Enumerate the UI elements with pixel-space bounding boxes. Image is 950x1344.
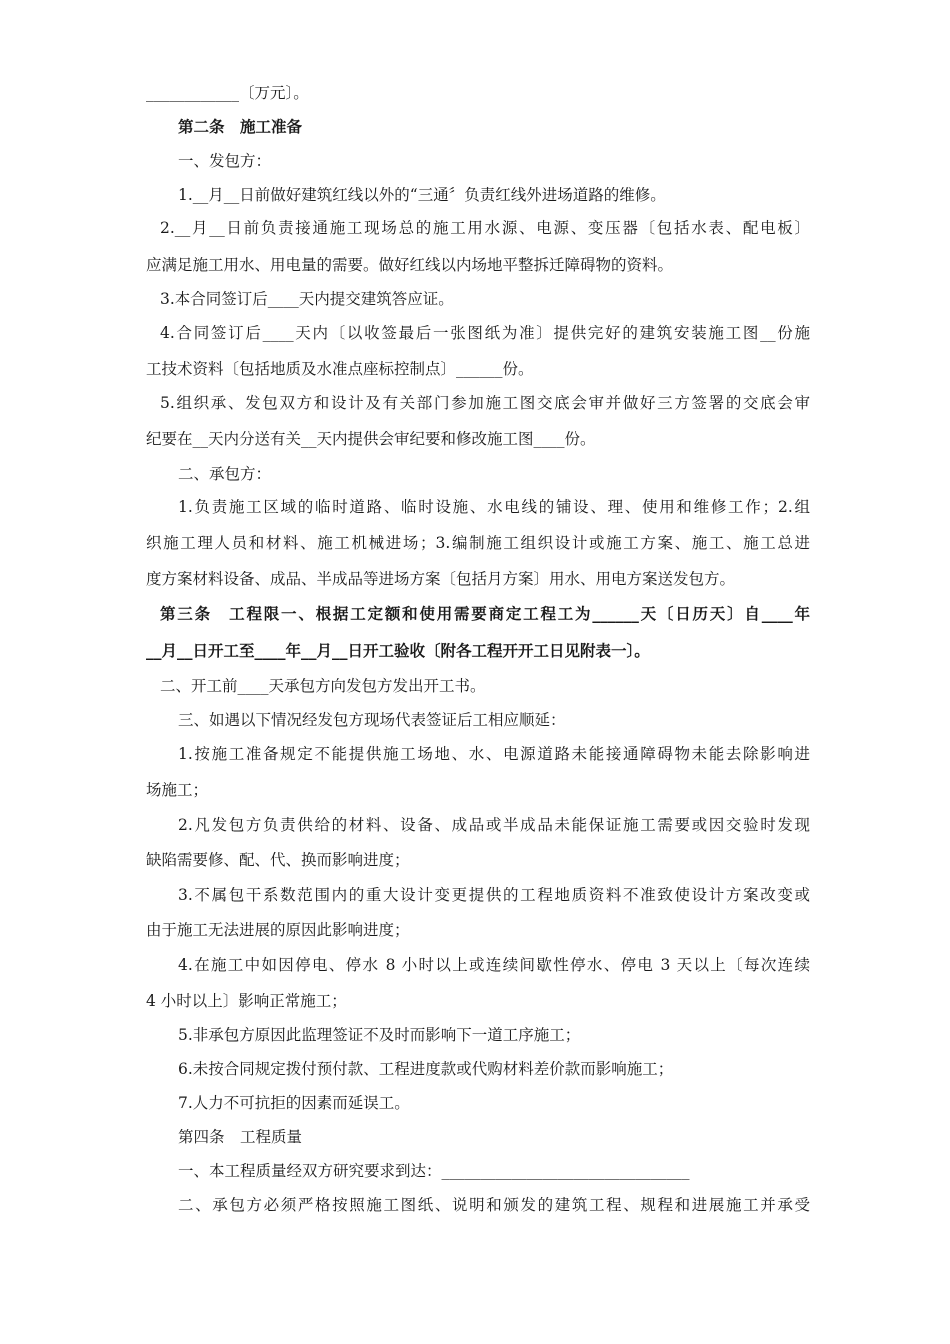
contractor-items-line-3: 度方案材料设备、成品、半成品等进场方案〔包括月方案〕用水、用电方案送发包方。 <box>146 570 736 588</box>
delay-case-1-cont: 场施工； <box>146 781 209 799</box>
article-3-item-3: 三、如遇以下情况经发包方现场代表签证后工相应顺延： <box>178 711 566 729</box>
article-2-heading: 第二条 施工准备 <box>178 117 303 136</box>
delay-case-4: 4.在施工中如因停电、停水 8 小时以上或连续间歇性停水、停电 3 天以上〔每次连续 <box>178 956 810 974</box>
delay-case-2: 2.凡发包方负责供给的材料、设备、成品或半成品未能保证施工需要或因交验时发现 <box>178 816 810 834</box>
employer-item-5-cont: 纪要在__天内分送有关__天内提供会审纪要和修改施工图____份。 <box>146 430 596 448</box>
employer-item-2-cont: 应满足施工用水、用电量的需要。做好红线以内场地平整拆迁障碍物的资料。 <box>146 256 674 274</box>
delay-case-7: 7.人力不可抗拒的因素而延误工。 <box>178 1094 410 1112</box>
article-3-heading-cont: __月__日开工至____年__月__日开工验收〔附各工程开开工日见附表一〕。 <box>146 641 650 660</box>
employer-item-1: 1.__月__日前做好建筑红线以外的“三通〞负责红线外进场道路的维修。 <box>178 186 666 204</box>
delay-case-4-cont: 4 小时以上〕影响正常施工； <box>146 992 347 1010</box>
employer-item-5: 5.组织承、发包双方和设计及有关部门参加施工图交底会审并做好三方签署的交底会审 <box>160 394 810 412</box>
delay-case-1: 1.按施工准备规定不能提供施工场地、水、电源道路未能接通障碍物未能去除影响进 <box>178 745 810 763</box>
delay-case-6: 6.未按合同规定拨付预付款、工程进度款或代购材料差价款而影响施工； <box>178 1060 674 1078</box>
employer-item-2: 2.__月__日前负责接通施工现场总的施工用水源、电源、变压器〔包括水表、配电板〕 <box>160 219 810 237</box>
delay-case-2-cont: 缺陷需要修、配、代、换而影响进度； <box>146 851 410 869</box>
section-employer-heading: 一、发包方： <box>178 152 272 170</box>
quality-item-2: 二、承包方必须严格按照施工图纸、说明和颁发的建筑工程、规程和进展施工并承受 <box>178 1196 810 1214</box>
delay-case-5: 5.非承包方原因此监理签证不及时而影响下一道工序施工； <box>178 1026 581 1044</box>
quality-item-1: 一、本工程质量经双方研究要求到达：________________________________ <box>178 1162 690 1180</box>
delay-case-3: 3.不属包干系数范围内的重大设计变更提供的工程地质资料不准致使设计方案改变或 <box>178 886 810 904</box>
delay-case-3-cont: 由于施工无法进展的原因此影响进度； <box>146 921 410 939</box>
article-4-heading: 第四条 工程质量 <box>178 1128 303 1146</box>
section-contractor-heading: 二、承包方： <box>178 465 272 483</box>
contract-amount-line: ____________〔万元〕。 <box>146 84 309 102</box>
contractor-items-line-1: 1.负责施工区域的临时道路、临时设施、水电线的铺设、理、使用和维修工作；2.组 <box>178 498 810 516</box>
employer-item-3: 3.本合同签订后____天内提交建筑答应证。 <box>160 290 454 308</box>
contractor-items-line-2: 织施工理人员和材料、施工机械进场；3.编制施工组织设计或施工方案、施工、施工总进 <box>146 534 810 552</box>
employer-item-4-cont: 工技术资料〔包括地质及水准点座标控制点〕______份。 <box>146 360 534 378</box>
article-3-heading: 第三条 工程限一、根据工定额和使用需要商定工程工为______天〔日历天〕自____年 <box>160 604 810 623</box>
article-3-item-2: 二、开工前____天承包方向发包方发出开工书。 <box>160 677 486 695</box>
employer-item-4: 4.合同签订后____天内〔以收签最后一张图纸为准〕提供完好的建筑安装施工图__份施 <box>160 324 810 342</box>
